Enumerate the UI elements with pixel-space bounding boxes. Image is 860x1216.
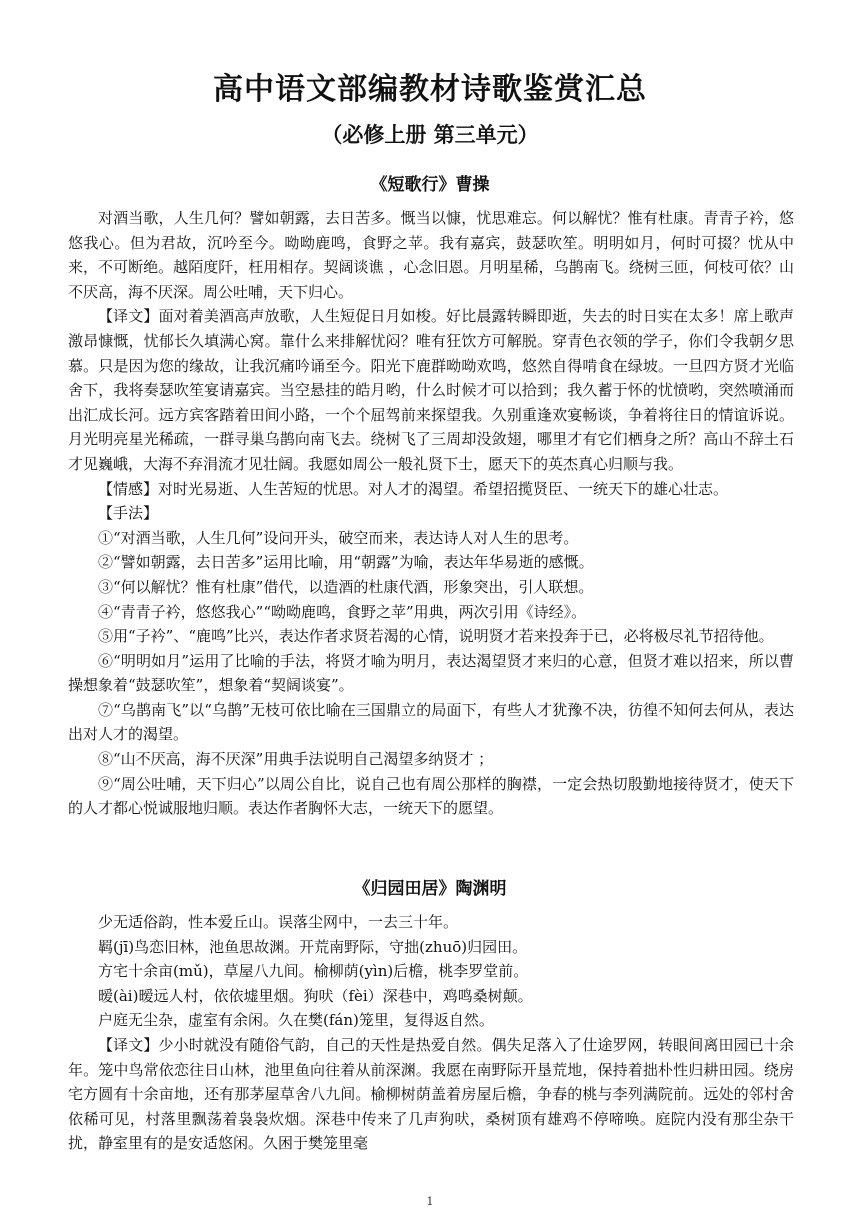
translation-paragraph: 【译文】面对着美酒高声放歌，人生短促日月如梭。好比晨露转瞬即逝，失去的时日实在太多！席上歌声激昂慷慨，忧郁长久填满心窝。靠什么来排解忧闷？唯有狂饮方可解脱。穿青色衣领的学子，你们令我朝夕思慕。只是因为您的缘故，让我沉痛吟诵至今。阳光下鹿群呦呦欢鸣，悠然自得啃食在绿坡。一旦四方贤才光临舍下，我将奏瑟吹笙宴请嘉宾。当空悬挂的皓月哟，什么时候才可以拾到；我久蓄于怀的忧愤哟，突然喷涌而出汇成长河。远方宾客踏着田间小路，一个个屈驾前来探望我。久别重逢欢宴畅谈，争着将往日的情谊诉说。月光明亮星光稀疏，一群寻巢乌鹊向南飞去。绕树飞了三周却没敛翅，哪里才有它们栖身之所？高山不辞土石才见巍峨，大海不弃涓流才见壮阔。我愿如周公一般礼贤下士，愿天下的英杰真心归顺与我。: [68, 307, 794, 473]
poem-line: 少无适俗韵，性本爱丘山。误落尘网中，一去三十年。: [98, 913, 459, 931]
poem1-heading: 《短歌行》曹操: [370, 175, 490, 195]
technique-item: ⑥“明明如月”运用了比喻的手法，将贤才喻为明月，表达渴望贤才来归的心意，但贤才难以招来，所以曹操想象着“鼓瑟吹笙”，想象着“契阔谈宴”。: [68, 651, 794, 695]
poem1-body: [68, 206, 794, 821]
technique-item: ③“何以解忧？惟有杜康”借代，以造酒的杜康代酒，形象突出，引人联想。: [98, 577, 594, 596]
technique-heading: 【手法】: [98, 504, 159, 523]
poem2-body: [68, 910, 794, 1156]
document-title: 高中语文部编教材诗歌鉴赏汇总: [213, 72, 647, 107]
poem-line: 方宅十余亩(mǔ)，草屋八九间。榆柳荫(yìn)后檐，桃李罗堂前。: [98, 962, 529, 981]
technique-item: ⑤用“子衿”、“鹿鸣”比兴，表达作者求贤若渴的心情，说明贤才若来投奔于已，必将极尽礼节招待他。: [98, 627, 774, 646]
technique-item: ⑦“乌鹊南飞”以“乌鹊”无枝可依比喻在三国鼎立的局面下，有些人才犹豫不决，彷徨不知何去何从，表达出对人才的渴望。: [68, 700, 794, 744]
poem-line: 羁(jī)鸟恋旧林，池鱼思故渊。开荒南野际，守拙(zhuō)归园田。: [98, 937, 528, 956]
technique-item: ②“譬如朝露，去日苦多”运用比喻，用“朝露”为喻，表达年华易逝的感慨。: [98, 553, 594, 572]
technique-item: ⑧“山不厌高，海不厌深”用典手法说明自己渴望多纳贤才 ；: [98, 750, 494, 769]
technique-item: ⑨“周公吐哺，天下归心”以周公自比，说自己也有周公那样的胸襟，一定会热切殷勤地接待贤才，使天下的人才都心悦诚服地归顺。表达作者胸怀大志，一统天下的愿望。: [68, 774, 794, 818]
page-number: 1: [426, 1195, 434, 1208]
translation-paragraph: 【译文】少小时就没有随俗气韵，自己的天性是热爱自然。偶失足落入了仕途罗网，转眼间离田园已十余年。笼中鸟常依恋往日山林，池里鱼向往着从前深渊。我愿在南野际开垦荒地，保持着拙朴性归耕田园。绕房宅方圆有十余亩地，还有那茅屋草舍八九间。榆柳树荫盖着房屋后檐，争春的桃与李列满院前。远处的邻村舍依稀可见，村落里飘荡着袅袅炊烟。深巷中传来了几声狗吠，桑树顶有雄鸡不停啼唤。庭院内没有那尘杂干扰，静室里有的是安适悠闲。久困于樊笼里毫: [68, 1035, 794, 1153]
document-subtitle: （必修上册 第三单元）: [321, 123, 539, 147]
technique-item: ①“对酒当歌，人生几何”设问开头，破空而来，表达诗人对人生的思考。: [98, 528, 579, 547]
poem-text: 对酒当歌，人生几何？譬如朝露，去日苦多。慨当以慷，忧思难忘。何以解忧？惟有杜康。青青子衿，悠悠我心。但为君故，沉吟至今。呦呦鹿鸣，食野之苹。我有嘉宾，鼓瑟吹笙。明明如月，何时可掇？忧从中来，不可断绝。越陌度阡，枉用相存。契阔谈谯 ，心念旧恩。月明星稀，乌鹊南飞。绕树三匝，何枝可依？山不厌高，海不厌深。周公吐哺，天下归心。: [68, 209, 794, 301]
poem-line: 暧(ài)暧远人村，依依墟里烟。狗吠（fèi）深巷中，鸡鸣桑树颠。: [98, 986, 533, 1005]
poem-line: 户庭无尘杂，虚室有余闲。久在樊(fán)笼里，复得返自然。: [98, 1011, 494, 1030]
poem2-heading: 《归园田居》陶渊明: [353, 879, 507, 899]
emotion-paragraph: 【情感】对时光易逝、人生苦短的忧思。对人才的渴望。希望招揽贤臣、一统天下的雄心壮志。: [98, 479, 729, 498]
technique-item: ④“青青子衿，悠悠我心”“呦呦鹿鸣，食野之苹”用典，两次引用《诗经》。: [98, 602, 587, 621]
